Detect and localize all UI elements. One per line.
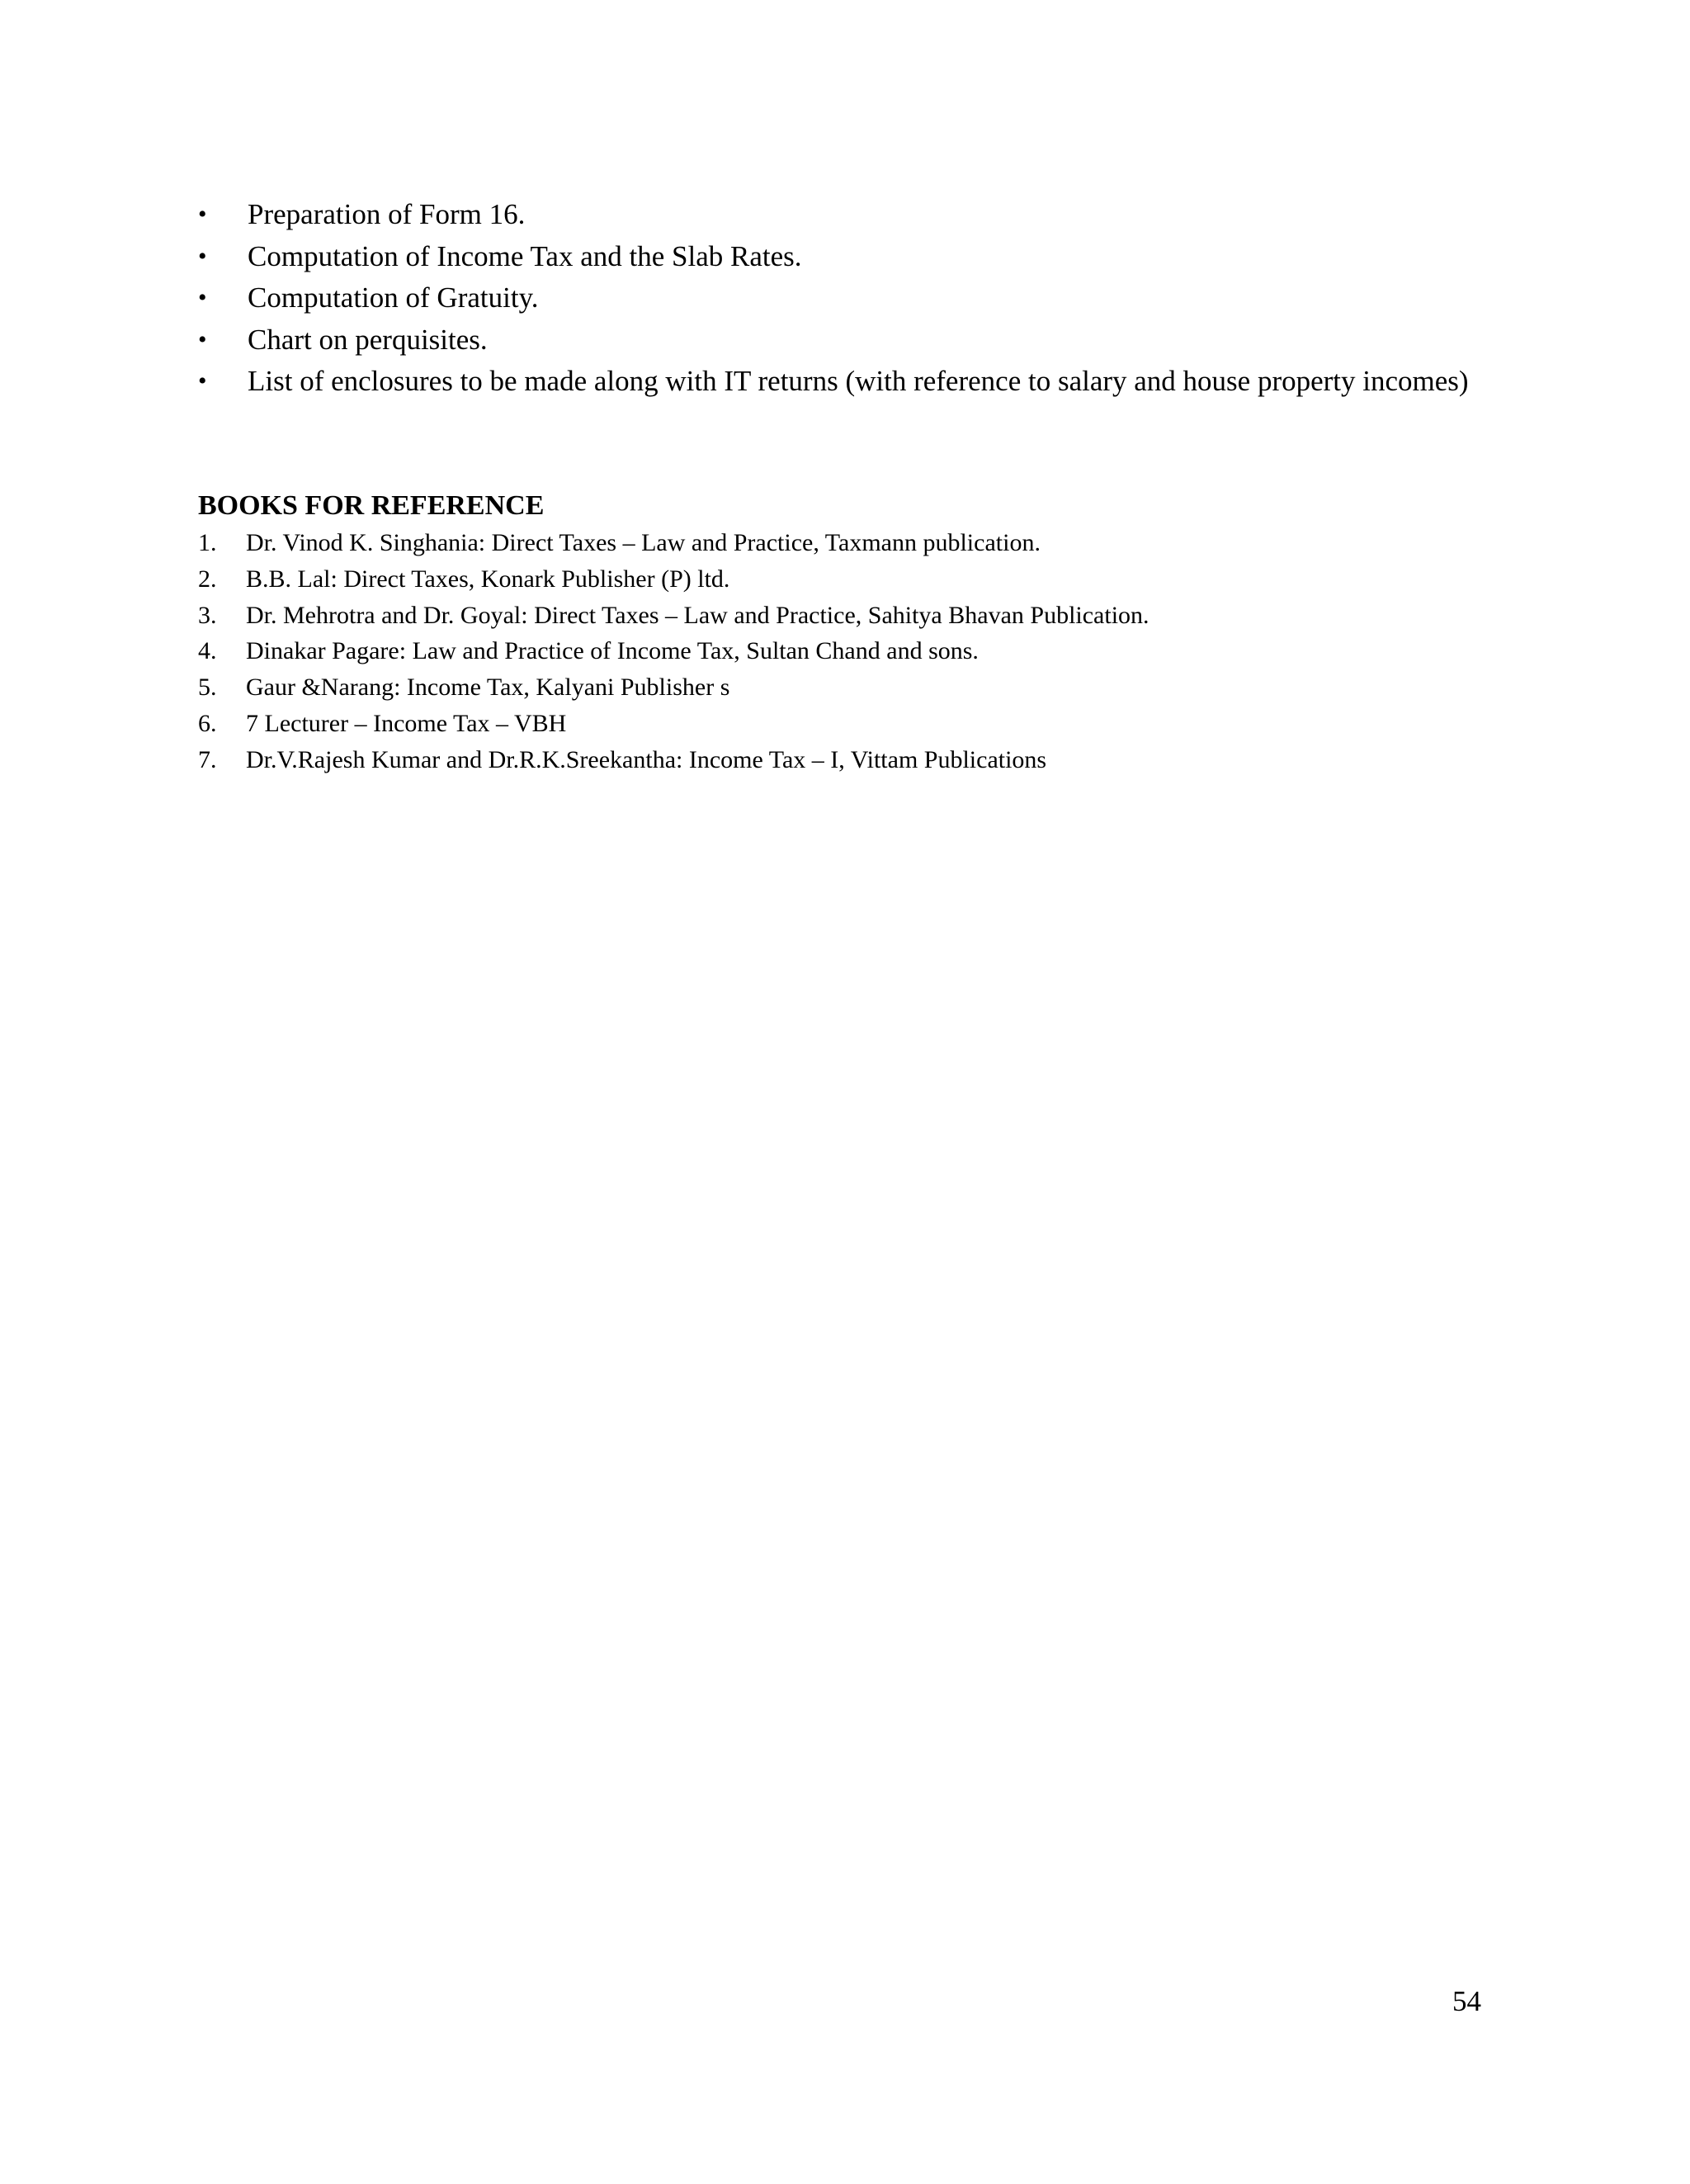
reference-item — [198, 669, 1481, 706]
reference-text: Dinakar Pagare: Law and Practice of Income Tax, Sultan Chand and sons. — [246, 637, 979, 665]
bullet-icon: • — [198, 367, 207, 395]
bullet-item — [198, 319, 1481, 362]
reference-number: 2. — [198, 565, 217, 593]
reference-text: Dr. Mehrotra and Dr. Goyal: Direct Taxes – Law and Practice, Sahitya Bhavan Publication. — [246, 601, 1149, 629]
reference-text: B.B. Lal: Direct Taxes, Konark Publisher (P) ltd. — [246, 565, 730, 593]
bullet-text: List of enclosures to be made along with IT returns (with reference to salary and house property incomes) — [248, 365, 1469, 397]
bullet-text: Chart on perquisites. — [248, 323, 488, 356]
bullet-item — [198, 361, 1481, 403]
reference-text: 7 Lecturer – Income Tax – VBH — [246, 709, 567, 737]
reference-number: 3. — [198, 601, 217, 629]
reference-item — [198, 561, 1481, 598]
reference-item — [198, 742, 1481, 778]
bullet-icon: • — [198, 325, 207, 353]
bullet-text: Computation of Income Tax and the Slab Rates. — [248, 239, 802, 272]
reference-text: Gaur &Narang: Income Tax, Kalyani Publisher s — [246, 674, 730, 702]
reference-number: 4. — [198, 637, 217, 665]
bullet-icon: • — [198, 284, 207, 311]
reference-item — [198, 706, 1481, 742]
reference-number: 7. — [198, 745, 217, 773]
reference-number: 1. — [198, 529, 217, 556]
reference-number: 6. — [198, 709, 217, 737]
reference-item — [198, 633, 1481, 669]
bullet-item — [198, 277, 1481, 319]
bullet-item — [198, 194, 1481, 236]
bullet-icon: • — [198, 242, 207, 270]
reference-list — [198, 525, 1481, 778]
page-number: 54 — [1452, 1985, 1481, 2017]
topics-bullet-list — [198, 194, 1481, 403]
bullet-text: Computation of Gratuity. — [248, 281, 539, 314]
reference-item — [198, 525, 1481, 561]
bullet-item — [198, 236, 1481, 278]
reference-number: 5. — [198, 674, 217, 702]
reference-text: Dr. Vinod K. Singhania: Direct Taxes – Law and Practice, Taxmann publication. — [246, 529, 1041, 556]
reference-item — [198, 598, 1481, 634]
bullet-icon: • — [198, 201, 207, 228]
reference-text: Dr.V.Rajesh Kumar and Dr.R.K.Sreekantha: Income Tax – I, Vittam Publications — [246, 745, 1047, 773]
books-for-reference-heading: BOOKS FOR REFERENCE — [198, 490, 545, 521]
bullet-text: Preparation of Form 16. — [248, 198, 526, 230]
